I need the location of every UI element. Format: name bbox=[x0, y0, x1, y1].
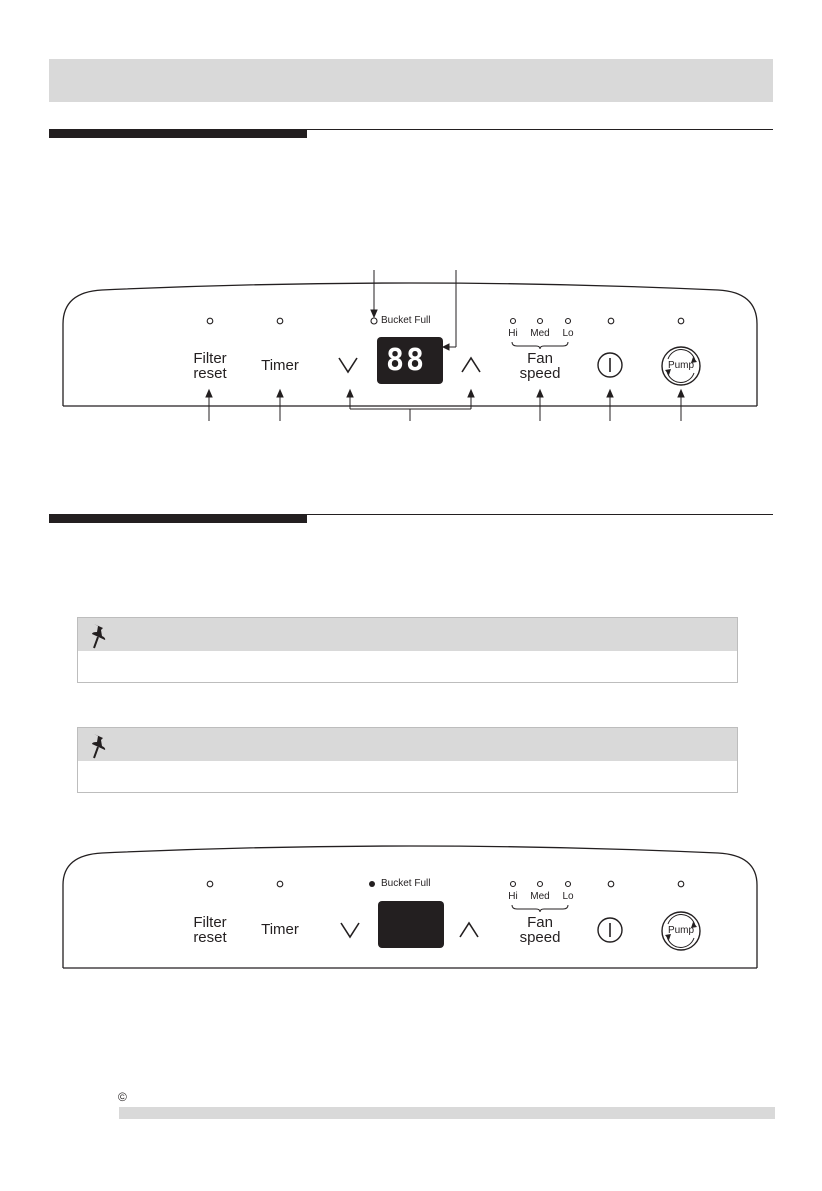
callout-lines-bottom bbox=[0, 385, 822, 435]
footer-band bbox=[119, 1107, 775, 1119]
bucket-full-label: Bucket Full bbox=[381, 315, 431, 326]
pump-label[interactable]: Pump bbox=[667, 925, 695, 936]
fan-hi-label: Hi bbox=[508, 328, 518, 339]
note-box-1 bbox=[77, 617, 738, 683]
chevron-up-icon[interactable] bbox=[462, 358, 480, 372]
power-icon[interactable] bbox=[598, 918, 622, 942]
chevron-down-icon[interactable] bbox=[341, 923, 359, 937]
chevron-down-icon[interactable] bbox=[339, 358, 357, 372]
bucket-full-label: Bucket Full bbox=[381, 878, 431, 889]
timer-label[interactable]: Timer bbox=[261, 357, 299, 374]
filter-reset-label[interactable]: Filter reset bbox=[193, 350, 227, 382]
pump-label[interactable]: Pump bbox=[667, 360, 695, 371]
panel-outline bbox=[62, 845, 758, 970]
fan-med-label: Med bbox=[530, 328, 550, 339]
fan-speed-label[interactable]: Fan speed bbox=[519, 914, 561, 946]
copyright-symbol: © bbox=[118, 1090, 127, 1104]
display-digits: 88 bbox=[386, 343, 427, 378]
fan-lo-label: Lo bbox=[562, 328, 574, 339]
note-box-2 bbox=[77, 727, 738, 793]
fan-speed-label[interactable]: Fan speed bbox=[519, 350, 561, 382]
pushpin-icon bbox=[88, 622, 110, 650]
section-rule-2 bbox=[49, 514, 773, 526]
chevron-up-icon[interactable] bbox=[460, 923, 478, 937]
section-rule-1 bbox=[49, 129, 773, 141]
pushpin-icon bbox=[88, 732, 110, 760]
fan-med-label: Med bbox=[530, 891, 550, 902]
power-icon[interactable] bbox=[598, 353, 622, 377]
fan-hi-label: Hi bbox=[508, 891, 518, 902]
fan-lo-label: Lo bbox=[562, 891, 574, 902]
filter-reset-label[interactable]: Filter reset bbox=[193, 914, 227, 946]
timer-label[interactable]: Timer bbox=[261, 921, 299, 938]
header-band bbox=[49, 59, 773, 102]
control-panel-2 bbox=[62, 845, 758, 970]
